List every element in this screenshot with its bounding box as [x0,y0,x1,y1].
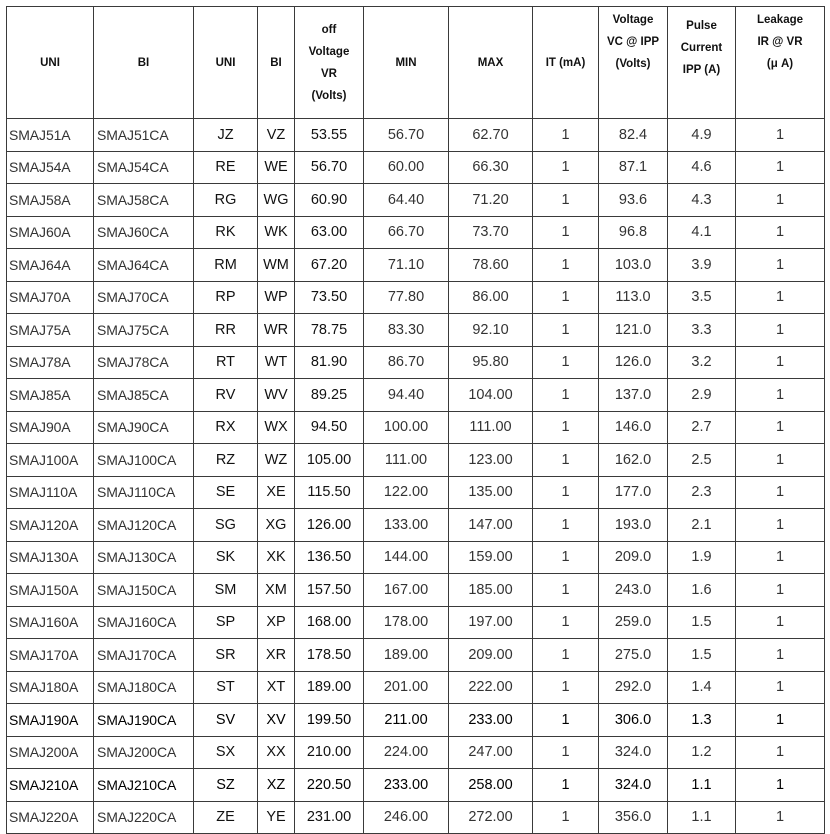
cell-leakage: 1 [736,216,825,249]
cell-bi-part: SMAJ180CA [94,671,194,704]
cell-breakdown-min: 100.00 [364,411,449,444]
cell-bi-part: SMAJ130CA [94,541,194,574]
cell-standoff-voltage: 231.00 [295,801,364,834]
header-code-uni: UNI [194,7,258,119]
cell-uni-code: SR [194,639,258,672]
cell-breakdown-min: 71.10 [364,249,449,282]
table-row [7,151,825,184]
header-vr-line: (Volts) [311,89,347,102]
cell-uni-part: SMAJ210A [7,769,94,802]
cell-breakdown-min: 122.00 [364,476,449,509]
table-row [7,346,825,379]
cell-standoff-voltage: 168.00 [295,606,364,639]
cell-uni-part: SMAJ220A [7,801,94,834]
cell-uni-part: SMAJ150A [7,574,94,607]
table-row [7,769,825,802]
cell-test-current: 1 [533,671,599,704]
cell-standoff-voltage: 94.50 [295,411,364,444]
cell-bi-part: SMAJ220CA [94,801,194,834]
cell-pulse-current: 1.1 [668,801,736,834]
table-row [7,574,825,607]
cell-breakdown-max: 233.00 [449,704,533,737]
cell-standoff-voltage: 105.00 [295,444,364,477]
cell-uni-code: SM [194,574,258,607]
header-vc-line: (Volts) [615,58,651,70]
cell-leakage: 1 [736,671,825,704]
cell-bi-part: SMAJ120CA [94,509,194,542]
cell-breakdown-min: 211.00 [364,704,449,737]
cell-breakdown-max: 197.00 [449,606,533,639]
header-vc-line: Voltage [612,14,654,26]
cell-standoff-voltage: 63.00 [295,216,364,249]
table-row [7,444,825,477]
cell-pulse-current: 1.5 [668,639,736,672]
cell-pulse-current: 1.4 [668,671,736,704]
cell-breakdown-max: 247.00 [449,736,533,769]
cell-clamping-voltage: 137.0 [599,379,668,412]
cell-uni-part: SMAJ100A [7,444,94,477]
cell-uni-code: RT [194,346,258,379]
cell-clamping-voltage: 87.1 [599,151,668,184]
cell-leakage: 1 [736,476,825,509]
cell-breakdown-max: 71.20 [449,184,533,217]
cell-clamping-voltage: 121.0 [599,314,668,347]
table-row [7,671,825,704]
cell-uni-part: SMAJ110A [7,476,94,509]
cell-breakdown-max: 272.00 [449,801,533,834]
cell-pulse-current: 2.9 [668,379,736,412]
cell-clamping-voltage: 306.0 [599,704,668,737]
cell-pulse-current: 4.6 [668,151,736,184]
cell-bi-part: SMAJ100CA [94,444,194,477]
cell-leakage: 1 [736,541,825,574]
cell-bi-part: SMAJ75CA [94,314,194,347]
cell-uni-code: SV [194,704,258,737]
cell-clamping-voltage: 275.0 [599,639,668,672]
cell-uni-code: SK [194,541,258,574]
cell-clamping-voltage: 292.0 [599,671,668,704]
table-row [7,184,825,217]
cell-standoff-voltage: 189.00 [295,671,364,704]
cell-breakdown-min: 56.70 [364,119,449,152]
table-body [7,119,825,834]
table-row [7,801,825,834]
cell-pulse-current: 3.2 [668,346,736,379]
table-row [7,281,825,314]
cell-leakage: 1 [736,281,825,314]
table-row [7,411,825,444]
cell-uni-code: RP [194,281,258,314]
cell-standoff-voltage: 220.50 [295,769,364,802]
cell-clamping-voltage: 177.0 [599,476,668,509]
cell-bi-code: XP [258,606,295,639]
cell-bi-code: WV [258,379,295,412]
cell-pulse-current: 1.5 [668,606,736,639]
header-bi: BI [94,7,194,119]
cell-breakdown-min: 224.00 [364,736,449,769]
header-vr-line: VR [321,67,337,80]
cell-leakage: 1 [736,801,825,834]
cell-test-current: 1 [533,704,599,737]
header-leakage [736,7,825,119]
header-min: MIN [364,7,449,119]
cell-leakage: 1 [736,411,825,444]
cell-test-current: 1 [533,411,599,444]
cell-bi-code: YE [258,801,295,834]
cell-pulse-current: 3.3 [668,314,736,347]
header-vr-line: Voltage [308,45,350,58]
cell-leakage: 1 [736,119,825,152]
cell-test-current: 1 [533,769,599,802]
cell-uni-part: SMAJ160A [7,606,94,639]
cell-test-current: 1 [533,509,599,542]
cell-standoff-voltage: 210.00 [295,736,364,769]
cell-uni-code: RV [194,379,258,412]
cell-breakdown-max: 66.30 [449,151,533,184]
cell-test-current: 1 [533,476,599,509]
cell-test-current: 1 [533,379,599,412]
cell-bi-code: XM [258,574,295,607]
cell-bi-part: SMAJ85CA [94,379,194,412]
cell-uni-code: RR [194,314,258,347]
cell-clamping-voltage: 193.0 [599,509,668,542]
cell-uni-code: SE [194,476,258,509]
cell-leakage: 1 [736,314,825,347]
cell-test-current: 1 [533,606,599,639]
cell-uni-code: RZ [194,444,258,477]
cell-leakage: 1 [736,769,825,802]
cell-standoff-voltage: 126.00 [295,509,364,542]
cell-breakdown-min: 83.30 [364,314,449,347]
cell-uni-code: RX [194,411,258,444]
cell-clamping-voltage: 126.0 [599,346,668,379]
cell-bi-part: SMAJ60CA [94,216,194,249]
table-row [7,541,825,574]
cell-breakdown-max: 92.10 [449,314,533,347]
cell-uni-part: SMAJ85A [7,379,94,412]
cell-bi-code: XK [258,541,295,574]
cell-bi-part: SMAJ90CA [94,411,194,444]
cell-standoff-voltage: 60.90 [295,184,364,217]
cell-bi-code: XE [258,476,295,509]
cell-test-current: 1 [533,444,599,477]
cell-clamping-voltage: 93.6 [599,184,668,217]
cell-breakdown-max: 209.00 [449,639,533,672]
cell-bi-code: WR [258,314,295,347]
cell-test-current: 1 [533,184,599,217]
cell-leakage: 1 [736,639,825,672]
header-vr-line: off [321,23,337,36]
cell-bi-code: XR [258,639,295,672]
cell-clamping-voltage: 324.0 [599,769,668,802]
cell-uni-code: SP [194,606,258,639]
cell-breakdown-max: 95.80 [449,346,533,379]
header-row [7,7,825,119]
header-standoff-voltage [295,7,364,119]
cell-breakdown-min: 66.70 [364,216,449,249]
cell-uni-code: RE [194,151,258,184]
table-row [7,606,825,639]
cell-clamping-voltage: 243.0 [599,574,668,607]
cell-clamping-voltage: 324.0 [599,736,668,769]
cell-test-current: 1 [533,541,599,574]
cell-uni-part: SMAJ70A [7,281,94,314]
table-row [7,476,825,509]
header-it: IT (mA) [533,7,599,119]
cell-standoff-voltage: 56.70 [295,151,364,184]
table-row [7,249,825,282]
cell-uni-code: ZE [194,801,258,834]
cell-leakage: 1 [736,509,825,542]
cell-bi-code: WP [258,281,295,314]
cell-leakage: 1 [736,249,825,282]
cell-bi-code: XV [258,704,295,737]
table-row [7,509,825,542]
cell-bi-part: SMAJ110CA [94,476,194,509]
header-ir-line: (μ A) [766,58,794,70]
header-ipp-line: Current [680,42,723,54]
cell-clamping-voltage: 259.0 [599,606,668,639]
cell-breakdown-max: 104.00 [449,379,533,412]
cell-uni-part: SMAJ130A [7,541,94,574]
cell-pulse-current: 3.5 [668,281,736,314]
cell-breakdown-max: 86.00 [449,281,533,314]
cell-breakdown-max: 222.00 [449,671,533,704]
cell-uni-part: SMAJ90A [7,411,94,444]
cell-uni-part: SMAJ170A [7,639,94,672]
cell-bi-code: WK [258,216,295,249]
cell-bi-part: SMAJ160CA [94,606,194,639]
cell-pulse-current: 4.9 [668,119,736,152]
cell-test-current: 1 [533,151,599,184]
table-row [7,119,825,152]
cell-uni-part: SMAJ58A [7,184,94,217]
header-ipp-line: IPP (A) [682,64,721,76]
cell-bi-part: SMAJ54CA [94,151,194,184]
table-row [7,704,825,737]
cell-breakdown-max: 62.70 [449,119,533,152]
cell-standoff-voltage: 81.90 [295,346,364,379]
cell-standoff-voltage: 199.50 [295,704,364,737]
cell-uni-part: SMAJ64A [7,249,94,282]
cell-uni-part: SMAJ75A [7,314,94,347]
cell-breakdown-max: 185.00 [449,574,533,607]
cell-bi-code: WT [258,346,295,379]
cell-standoff-voltage: 157.50 [295,574,364,607]
cell-test-current: 1 [533,574,599,607]
cell-leakage: 1 [736,184,825,217]
spec-table-container [6,6,825,834]
cell-uni-code: JZ [194,119,258,152]
header-ir-line: IR @ VR [757,36,803,48]
header-pulse-current [668,7,736,119]
header-ir-line: Leakage [756,14,804,26]
cell-bi-code: WE [258,151,295,184]
cell-standoff-voltage: 115.50 [295,476,364,509]
cell-breakdown-max: 135.00 [449,476,533,509]
cell-pulse-current: 4.3 [668,184,736,217]
tvs-diode-spec-table [6,6,825,834]
cell-clamping-voltage: 146.0 [599,411,668,444]
cell-clamping-voltage: 103.0 [599,249,668,282]
cell-clamping-voltage: 162.0 [599,444,668,477]
cell-breakdown-max: 111.00 [449,411,533,444]
cell-bi-code: XX [258,736,295,769]
cell-breakdown-max: 123.00 [449,444,533,477]
cell-breakdown-max: 159.00 [449,541,533,574]
cell-clamping-voltage: 96.8 [599,216,668,249]
cell-uni-part: SMAJ180A [7,671,94,704]
table-row [7,736,825,769]
cell-pulse-current: 1.3 [668,704,736,737]
cell-breakdown-min: 64.40 [364,184,449,217]
cell-leakage: 1 [736,736,825,769]
cell-bi-code: VZ [258,119,295,152]
cell-pulse-current: 1.1 [668,769,736,802]
cell-test-current: 1 [533,314,599,347]
cell-uni-part: SMAJ54A [7,151,94,184]
cell-test-current: 1 [533,346,599,379]
cell-leakage: 1 [736,444,825,477]
cell-pulse-current: 2.5 [668,444,736,477]
cell-breakdown-min: 233.00 [364,769,449,802]
cell-breakdown-min: 94.40 [364,379,449,412]
cell-breakdown-min: 144.00 [364,541,449,574]
table-row [7,314,825,347]
cell-pulse-current: 2.7 [668,411,736,444]
cell-clamping-voltage: 209.0 [599,541,668,574]
cell-bi-code: WZ [258,444,295,477]
cell-bi-part: SMAJ190CA [94,704,194,737]
cell-leakage: 1 [736,606,825,639]
cell-leakage: 1 [736,346,825,379]
cell-bi-code: WM [258,249,295,282]
cell-uni-code: SG [194,509,258,542]
cell-leakage: 1 [736,704,825,737]
cell-test-current: 1 [533,216,599,249]
cell-clamping-voltage: 82.4 [599,119,668,152]
cell-bi-part: SMAJ170CA [94,639,194,672]
cell-pulse-current: 1.6 [668,574,736,607]
cell-breakdown-min: 60.00 [364,151,449,184]
cell-bi-part: SMAJ58CA [94,184,194,217]
cell-test-current: 1 [533,736,599,769]
header-vc-line: VC @ IPP [606,36,660,48]
cell-test-current: 1 [533,639,599,672]
cell-breakdown-min: 167.00 [364,574,449,607]
cell-bi-code: XZ [258,769,295,802]
cell-bi-part: SMAJ150CA [94,574,194,607]
cell-pulse-current: 2.1 [668,509,736,542]
cell-breakdown-min: 178.00 [364,606,449,639]
cell-bi-code: WG [258,184,295,217]
cell-test-current: 1 [533,801,599,834]
cell-bi-part: SMAJ78CA [94,346,194,379]
cell-breakdown-min: 189.00 [364,639,449,672]
cell-breakdown-min: 111.00 [364,444,449,477]
cell-bi-part: SMAJ200CA [94,736,194,769]
cell-breakdown-max: 78.60 [449,249,533,282]
cell-uni-part: SMAJ190A [7,704,94,737]
cell-standoff-voltage: 73.50 [295,281,364,314]
header-clamping-voltage [599,7,668,119]
cell-breakdown-min: 86.70 [364,346,449,379]
cell-test-current: 1 [533,281,599,314]
cell-uni-code: SZ [194,769,258,802]
cell-breakdown-max: 258.00 [449,769,533,802]
cell-breakdown-max: 147.00 [449,509,533,542]
cell-uni-code: RK [194,216,258,249]
cell-uni-part: SMAJ51A [7,119,94,152]
cell-breakdown-min: 133.00 [364,509,449,542]
header-uni: UNI [7,7,94,119]
cell-bi-part: SMAJ70CA [94,281,194,314]
cell-test-current: 1 [533,119,599,152]
cell-breakdown-min: 77.80 [364,281,449,314]
cell-standoff-voltage: 67.20 [295,249,364,282]
cell-leakage: 1 [736,379,825,412]
cell-standoff-voltage: 78.75 [295,314,364,347]
cell-bi-code: XG [258,509,295,542]
cell-standoff-voltage: 178.50 [295,639,364,672]
cell-standoff-voltage: 89.25 [295,379,364,412]
cell-pulse-current: 3.9 [668,249,736,282]
header-max: MAX [449,7,533,119]
cell-uni-part: SMAJ200A [7,736,94,769]
cell-uni-code: ST [194,671,258,704]
cell-bi-code: WX [258,411,295,444]
cell-uni-part: SMAJ60A [7,216,94,249]
cell-bi-part: SMAJ51CA [94,119,194,152]
cell-uni-code: SX [194,736,258,769]
cell-breakdown-max: 73.70 [449,216,533,249]
cell-test-current: 1 [533,249,599,282]
cell-pulse-current: 2.3 [668,476,736,509]
cell-bi-part: SMAJ210CA [94,769,194,802]
header-ipp-line: Pulse [686,20,717,32]
cell-uni-code: RG [194,184,258,217]
cell-standoff-voltage: 53.55 [295,119,364,152]
cell-uni-code: RM [194,249,258,282]
cell-pulse-current: 1.9 [668,541,736,574]
cell-bi-code: XT [258,671,295,704]
cell-clamping-voltage: 356.0 [599,801,668,834]
cell-uni-part: SMAJ78A [7,346,94,379]
cell-leakage: 1 [736,574,825,607]
table-row [7,379,825,412]
cell-pulse-current: 4.1 [668,216,736,249]
cell-uni-part: SMAJ120A [7,509,94,542]
cell-leakage: 1 [736,151,825,184]
cell-pulse-current: 1.2 [668,736,736,769]
table-row [7,216,825,249]
cell-clamping-voltage: 113.0 [599,281,668,314]
table-row [7,639,825,672]
cell-breakdown-min: 246.00 [364,801,449,834]
cell-bi-part: SMAJ64CA [94,249,194,282]
cell-standoff-voltage: 136.50 [295,541,364,574]
cell-breakdown-min: 201.00 [364,671,449,704]
header-code-bi: BI [258,7,295,119]
